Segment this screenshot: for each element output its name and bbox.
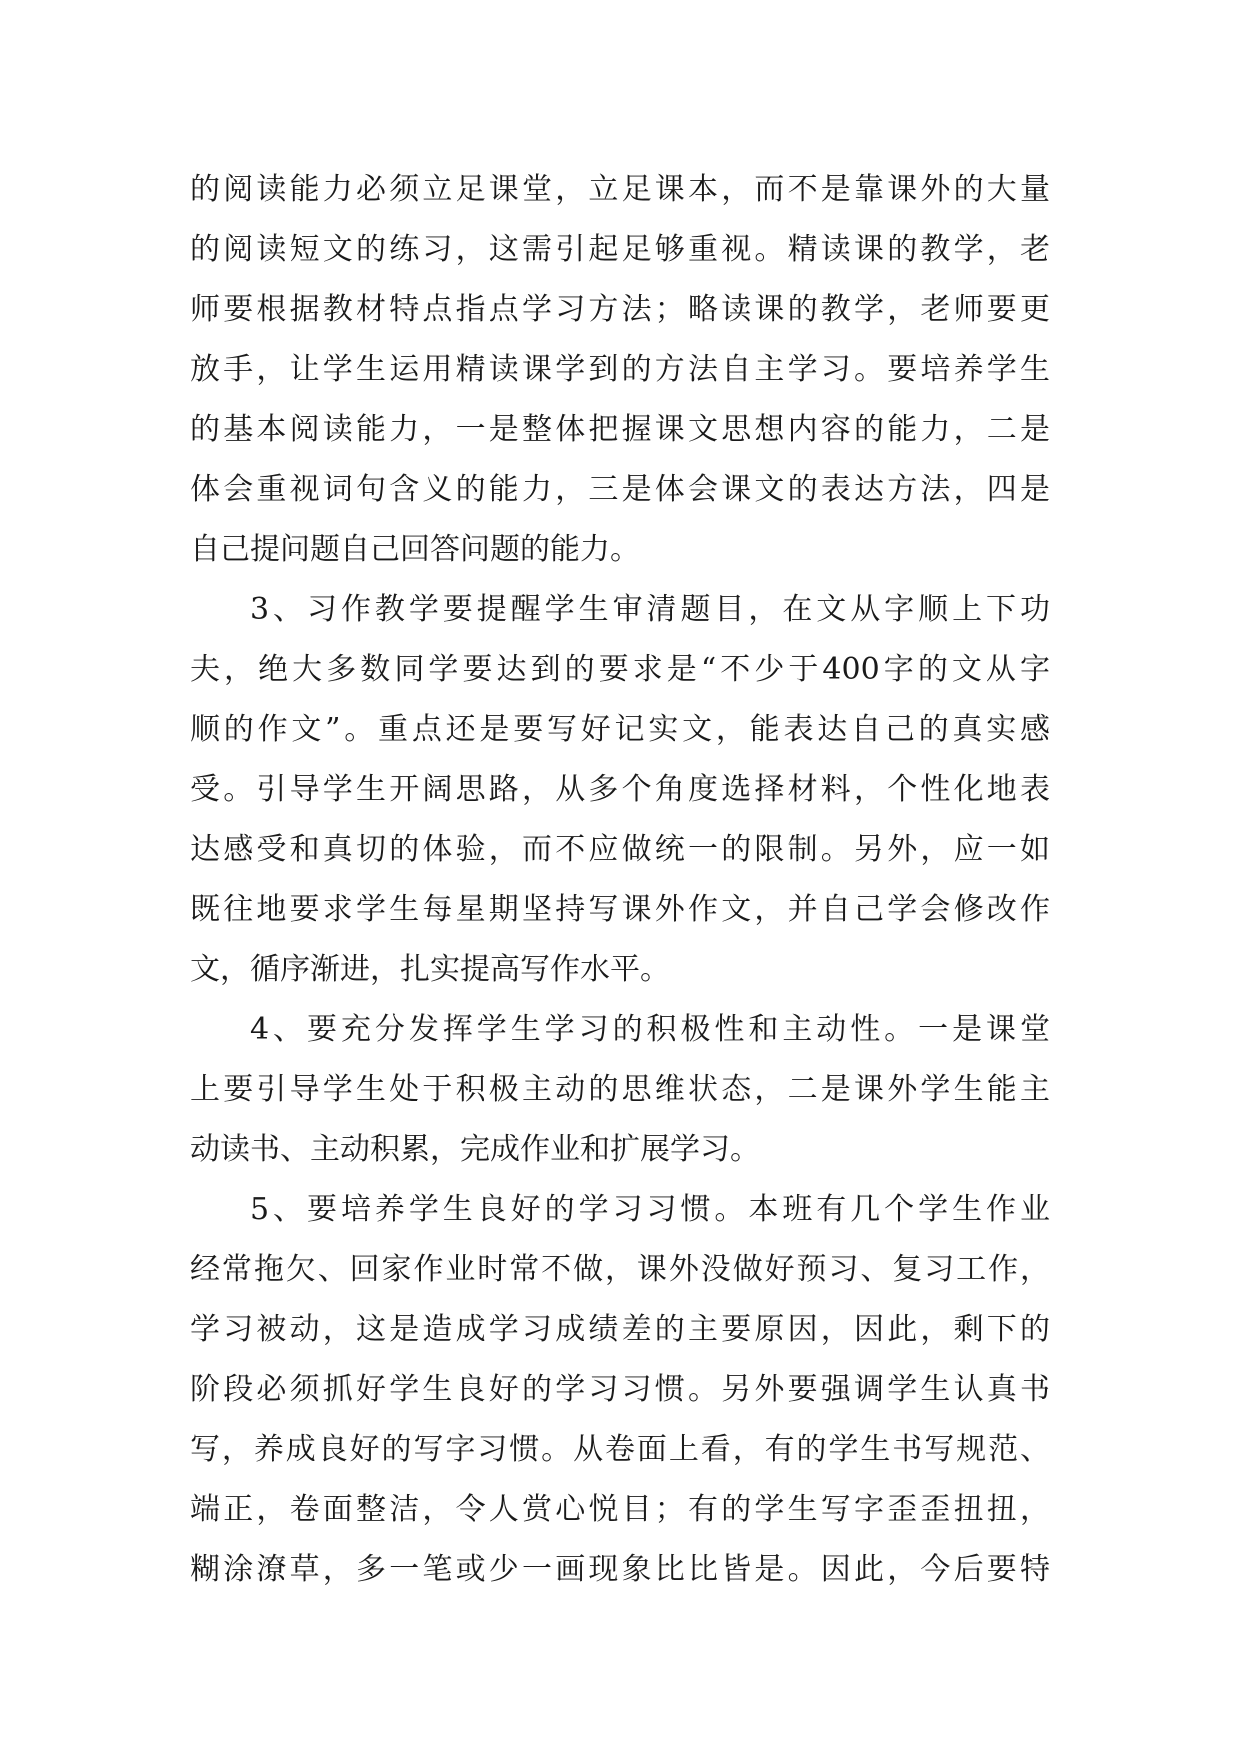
text-line: 学习被动，这是造成学习成绩差的主要原因，因此，剩下的 bbox=[190, 1312, 1050, 1347]
text-line: 受。引导学生开阔思路，从多个角度选择材料，个性化地表 bbox=[190, 772, 1050, 807]
text-line: 夫，绝大多数同学要达到的要求是“不少于400字的文从字 bbox=[190, 652, 1050, 687]
text-line: 放手，让学生运用精读课学到的方法自主学习。要培养学生 bbox=[190, 352, 1050, 387]
text-line: 自己提问题自己回答问题的能力。 bbox=[190, 532, 640, 567]
text-line: 体会重视词句含义的能力，三是体会课文的表达方法，四是 bbox=[190, 472, 1050, 507]
text-line: 端正，卷面整洁，令人赏心悦目；有的学生写字歪歪扭扭， bbox=[190, 1492, 1050, 1527]
text-line: 写，养成良好的写字习惯。从卷面上看，有的学生书写规范、 bbox=[190, 1432, 1050, 1467]
text-line: 糊涂潦草，多一笔或少一画现象比比皆是。因此，今后要特 bbox=[190, 1552, 1050, 1587]
text-line: 阶段必须抓好学生良好的学习习惯。另外要强调学生认真书 bbox=[190, 1372, 1050, 1407]
paragraph-start-line: 5、要培养学生良好的学习习惯。本班有几个学生作业 bbox=[250, 1192, 1050, 1227]
text-line: 经常拖欠、回家作业时常不做，课外没做好预习、复习工作， bbox=[190, 1252, 1050, 1287]
text-line: 师要根据教材特点指点学习方法；略读课的教学，老师要更 bbox=[190, 292, 1050, 327]
text-line: 上要引导学生处于积极主动的思维状态，二是课外学生能主 bbox=[190, 1072, 1050, 1107]
text-line: 文，循序渐进，扎实提高写作水平。 bbox=[190, 952, 670, 987]
text-line: 既往地要求学生每星期坚持写课外作文，并自己学会修改作 bbox=[190, 892, 1050, 927]
paragraph-start-line: 4、要充分发挥学生学习的积极性和主动性。一是课堂 bbox=[250, 1012, 1050, 1047]
text-line: 动读书、主动积累，完成作业和扩展学习。 bbox=[190, 1132, 760, 1167]
text-line: 的基本阅读能力，一是整体把握课文思想内容的能力，二是 bbox=[190, 412, 1050, 447]
paragraph-start-line: 3、习作教学要提醒学生审清题目，在文从字顺上下功 bbox=[250, 592, 1050, 627]
text-line: 的阅读能力必须立足课堂，立足课本，而不是靠课外的大量 bbox=[190, 172, 1050, 207]
text-line: 的阅读短文的练习，这需引起足够重视。精读课的教学，老 bbox=[190, 232, 1050, 267]
text-line: 达感受和真切的体验，而不应做统一的限制。另外，应一如 bbox=[190, 832, 1050, 867]
document-body bbox=[190, 160, 1050, 1600]
text-line: 顺的作文”。重点还是要写好记实文，能表达自己的真实感 bbox=[190, 712, 1050, 747]
